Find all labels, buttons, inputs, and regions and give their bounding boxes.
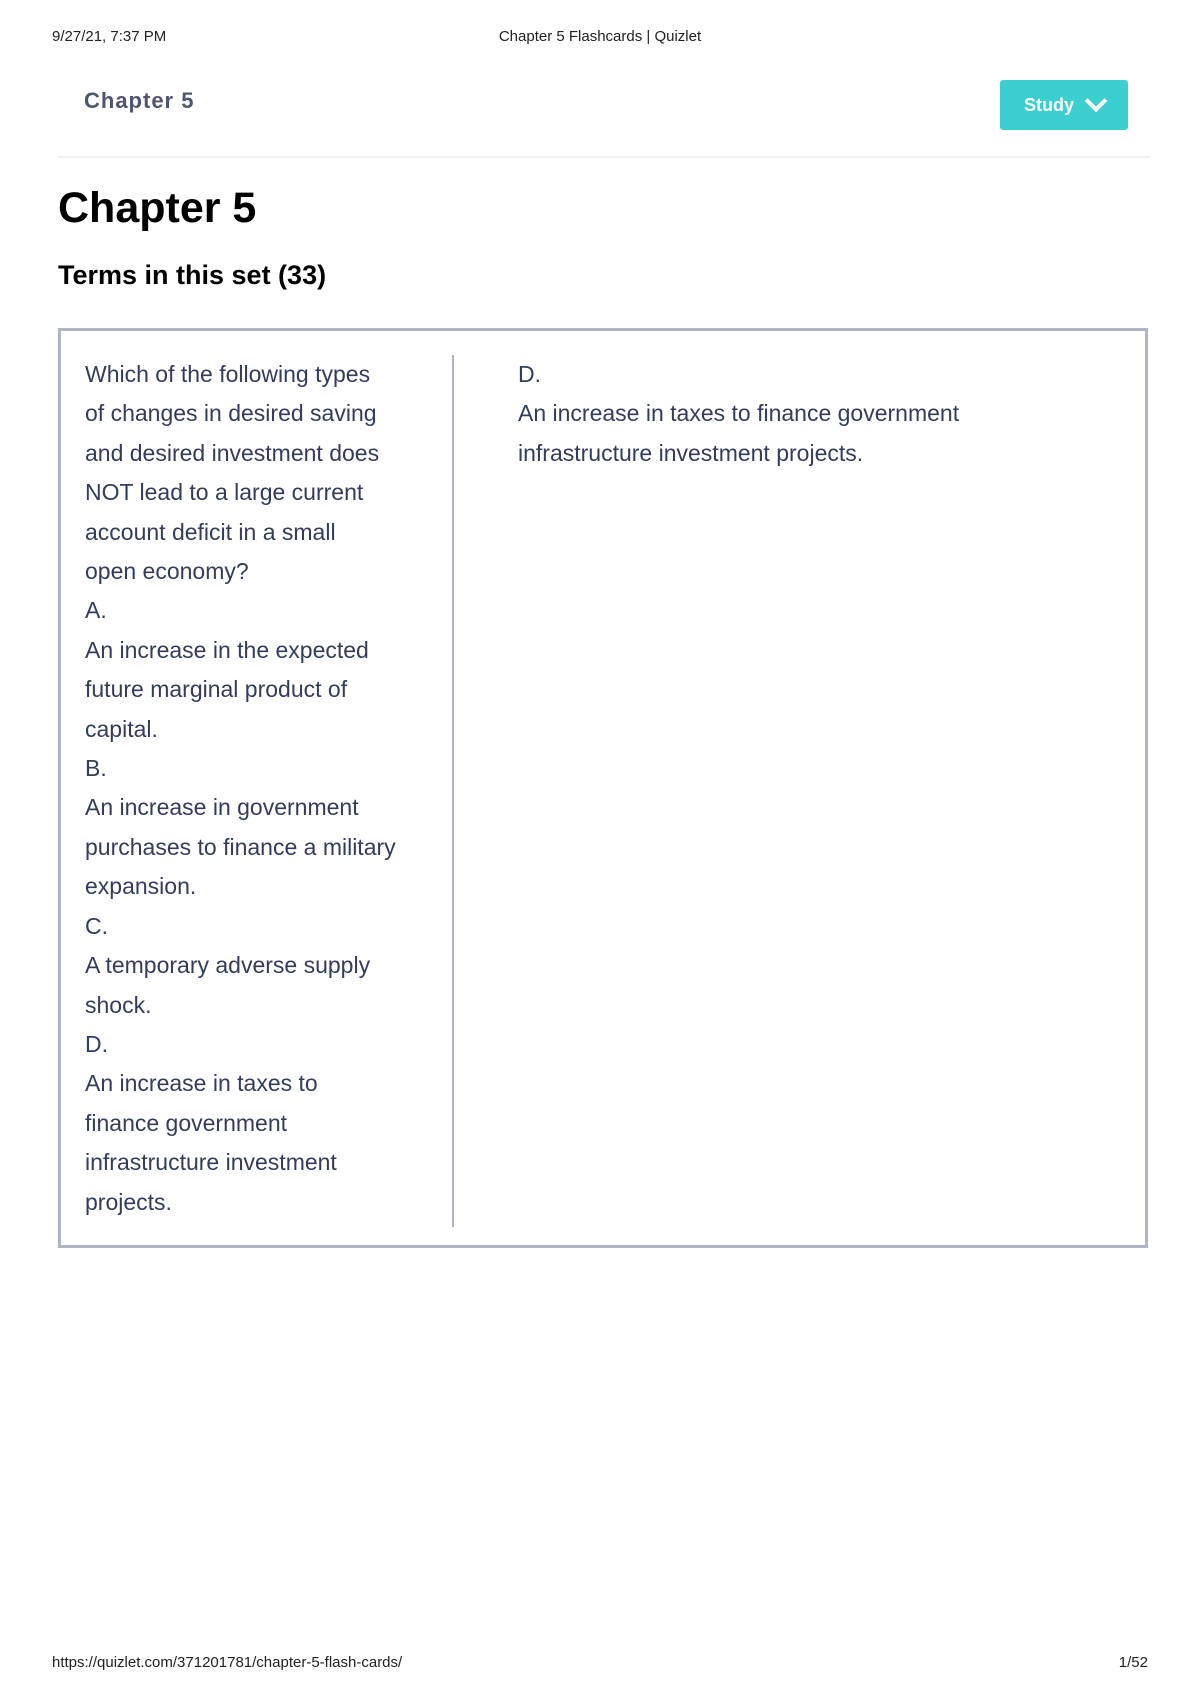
term-line: of changes in desired saving	[85, 400, 377, 427]
term-line: future marginal product of	[85, 676, 348, 703]
term-line: shock.	[85, 991, 152, 1018]
definition-line: An increase in taxes to finance government	[518, 400, 960, 427]
study-button-label: Study	[1023, 94, 1074, 115]
term-line: C.	[85, 912, 108, 939]
term-line: B.	[85, 755, 107, 782]
term-line: An increase in government	[85, 794, 359, 821]
page-title: Chapter 5	[58, 184, 257, 232]
term-line: capital.	[85, 715, 158, 742]
print-url: https://quizlet.com/371201781/chapter-5-flash-cards/	[52, 1654, 403, 1671]
definition-line: D.	[518, 361, 541, 387]
term-line: purchases to finance a military	[85, 833, 396, 860]
print-header	[52, 28, 1148, 48]
terms-heading: Terms in this set (33)	[58, 260, 327, 290]
term-line: An increase in taxes to	[85, 1070, 318, 1097]
study-button[interactable]	[1000, 80, 1128, 130]
chevron-down-icon	[1085, 90, 1108, 113]
term-line: A.	[85, 597, 107, 624]
print-document-title: Chapter 5 Flashcards | Quizlet	[498, 28, 702, 45]
term-line: account deficit in a small	[85, 518, 336, 545]
print-page-number: 1/52	[1118, 1654, 1148, 1671]
term-line: A temporary adverse supply	[85, 952, 371, 979]
card-term	[85, 355, 454, 1227]
term-line: infrastructure investment	[85, 1149, 337, 1176]
definition-line: infrastructure investment projects.	[518, 439, 864, 466]
card-definition	[518, 355, 1108, 473]
site-header	[58, 64, 1150, 158]
header-set-title: Chapter 5	[84, 88, 195, 113]
term-line: NOT lead to a large current	[85, 479, 364, 506]
term-card[interactable]	[58, 328, 1148, 1248]
term-line: finance government	[85, 1109, 288, 1136]
term-line: open economy?	[85, 558, 249, 585]
term-line: D.	[85, 1030, 108, 1057]
term-line: An increase in the expected	[85, 636, 369, 663]
print-footer	[52, 1654, 1148, 1674]
term-line: expansion.	[85, 873, 197, 900]
term-line: and desired investment does	[85, 439, 380, 466]
term-line: Which of the following types	[85, 361, 371, 387]
print-date: 9/27/21, 7:37 PM	[52, 28, 167, 45]
term-line: projects.	[85, 1188, 172, 1215]
